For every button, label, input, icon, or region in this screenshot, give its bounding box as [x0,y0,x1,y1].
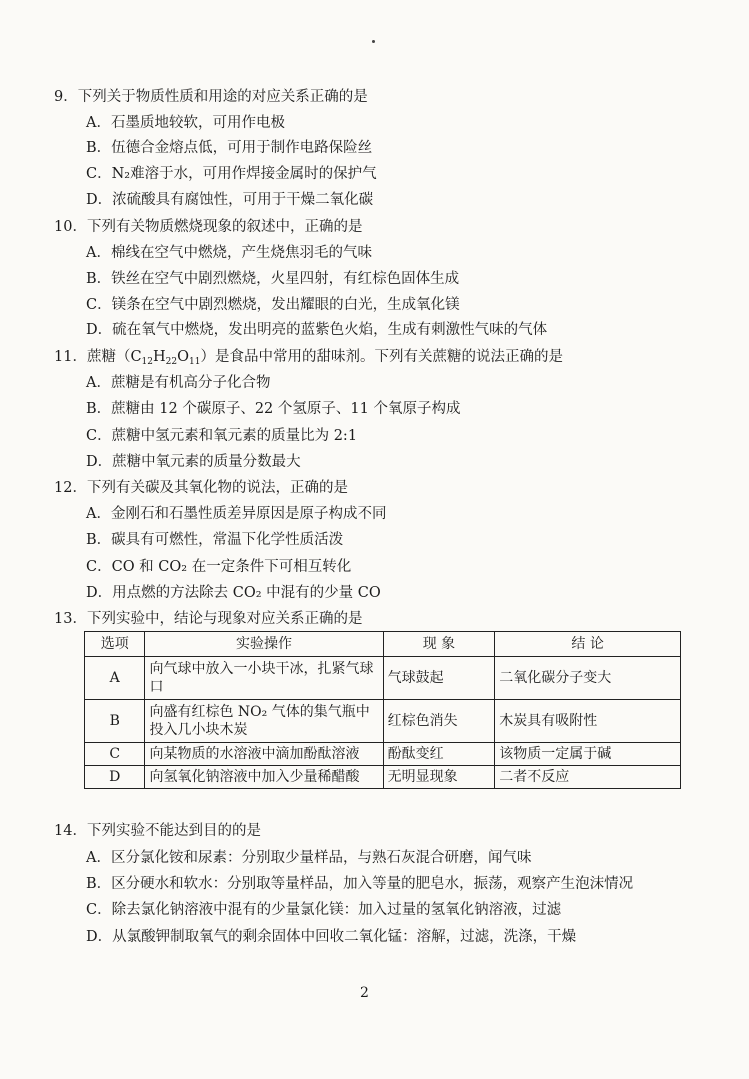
row-phenomenon: 无明显现象 [383,766,495,789]
question-14-option-a: A．区分氯化铵和尿素：分别取少量样品，与熟石灰混合研磨，闻气味 [86,850,532,866]
page-number: 2 [360,985,369,1001]
table-row [85,700,681,743]
row-option: C [85,743,145,766]
row-conclusion: 木炭具有吸附性 [495,700,681,743]
question-12-option-b: B．碳具有可燃性，常温下化学性质活泼 [86,532,344,548]
question-9-option-a: A．石墨质地较软，可用作电极 [86,115,285,131]
row-operation: 向某物质的水溶液中滴加酚酞溶液 [145,743,383,766]
header-option: 选项 [85,632,145,657]
question-12-stem: 12．下列有关碳及其氧化物的说法，正确的是 [54,480,348,496]
scan-dot [372,40,375,43]
header-phenomenon: 现 象 [383,632,495,657]
question-14-option-c: C．除去氯化钠溶液中混有的少量氯化镁：加入过量的氢氧化钠溶液，过滤 [86,902,562,918]
question-14-option-d: D．从氯酸钾制取氧气的剩余固体中回收二氧化锰：溶解，过滤，洗涤，干燥 [86,929,577,945]
question-11-option-d: D．蔗糖中氧元素的质量分数最大 [86,454,301,470]
question-13-stem: 13．下列实验中，结论与现象对应关系正确的是 [54,611,363,627]
row-conclusion: 二氧化碳分子变大 [495,657,681,700]
row-conclusion: 该物质一定属于碱 [495,743,681,766]
row-phenomenon: 红棕色消失 [383,700,495,743]
experiment-table [84,631,681,789]
row-phenomenon: 气球鼓起 [383,657,495,700]
table-row [85,743,681,766]
question-11-option-c: C．蔗糖中氢元素和氧元素的质量比为 2:1 [86,428,358,444]
question-10-option-b: B．铁丝在空气中剧烈燃烧，火星四射，有红棕色固体生成 [86,271,460,287]
row-conclusion: 二者不反应 [495,766,681,789]
question-10-stem: 10．下列有关物质燃烧现象的叙述中，正确的是 [54,219,363,235]
question-12-option-d: D．用点燃的方法除去 CO₂ 中混有的少量 CO [86,585,381,601]
row-phenomenon: 酚酞变红 [383,743,495,766]
question-10-option-d: D．硫在氧气中燃烧，发出明亮的蓝紫色火焰，生成有刺激性气味的气体 [86,322,548,338]
row-operation: 向盛有红棕色 NO₂ 气体的集气瓶中投入几小块木炭 [145,700,383,743]
question-9-option-c: C．N₂难溶于水，可用作焊接金属时的保护气 [86,166,377,182]
question-14-option-b: B．区分硬水和软水：分别取等量样品，加入等量的肥皂水，振荡，观察产生泡沫情况 [86,876,634,892]
table-row [85,766,681,789]
table-row [85,657,681,700]
table-header-row [85,632,681,657]
question-14-stem: 14．下列实验不能达到目的的是 [54,823,261,839]
question-11-stem: 11．蔗糖$(C_{12}H_{22}O_{11})$是食品中常用的甜味剂。下列有关蔗糖的说法正确的是 [54,349,563,367]
question-11-option-b: B．蔗糖由 12 个碳原子、22 个氢原子、11 个氧原子构成 [86,401,461,417]
row-option: A [85,657,145,700]
row-option: D [85,766,145,789]
question-9-option-b: B．伍德合金熔点低，可用于制作电路保险丝 [86,140,373,156]
question-12-option-a: A．金刚石和石墨性质差异原因是原子构成不同 [86,506,387,522]
row-operation: 向氢氧化钠溶液中加入少量稀醋酸 [145,766,383,789]
header-conclusion: 结 论 [495,632,681,657]
question-12-option-c: C．CO 和 CO₂ 在一定条件下可相互转化 [86,559,352,575]
question-9-stem: 9．下列关于物质性质和用途的对应关系正确的是 [54,89,368,105]
question-10-option-c: C．镁条在空气中剧烈燃烧，发出耀眼的白光，生成氧化镁 [86,297,460,313]
row-option: B [85,700,145,743]
row-operation: 向气球中放入一小块干冰，扎紧气球口 [145,657,383,700]
question-11-option-a: A．蔗糖是有机高分子化合物 [86,375,271,391]
header-operation: 实验操作 [145,632,383,657]
question-9-option-d: D．浓硫酸具有腐蚀性，可用于干燥二氧化碳 [86,192,374,208]
question-10-option-a: A．棉线在空气中燃烧，产生烧焦羽毛的气味 [86,245,372,261]
